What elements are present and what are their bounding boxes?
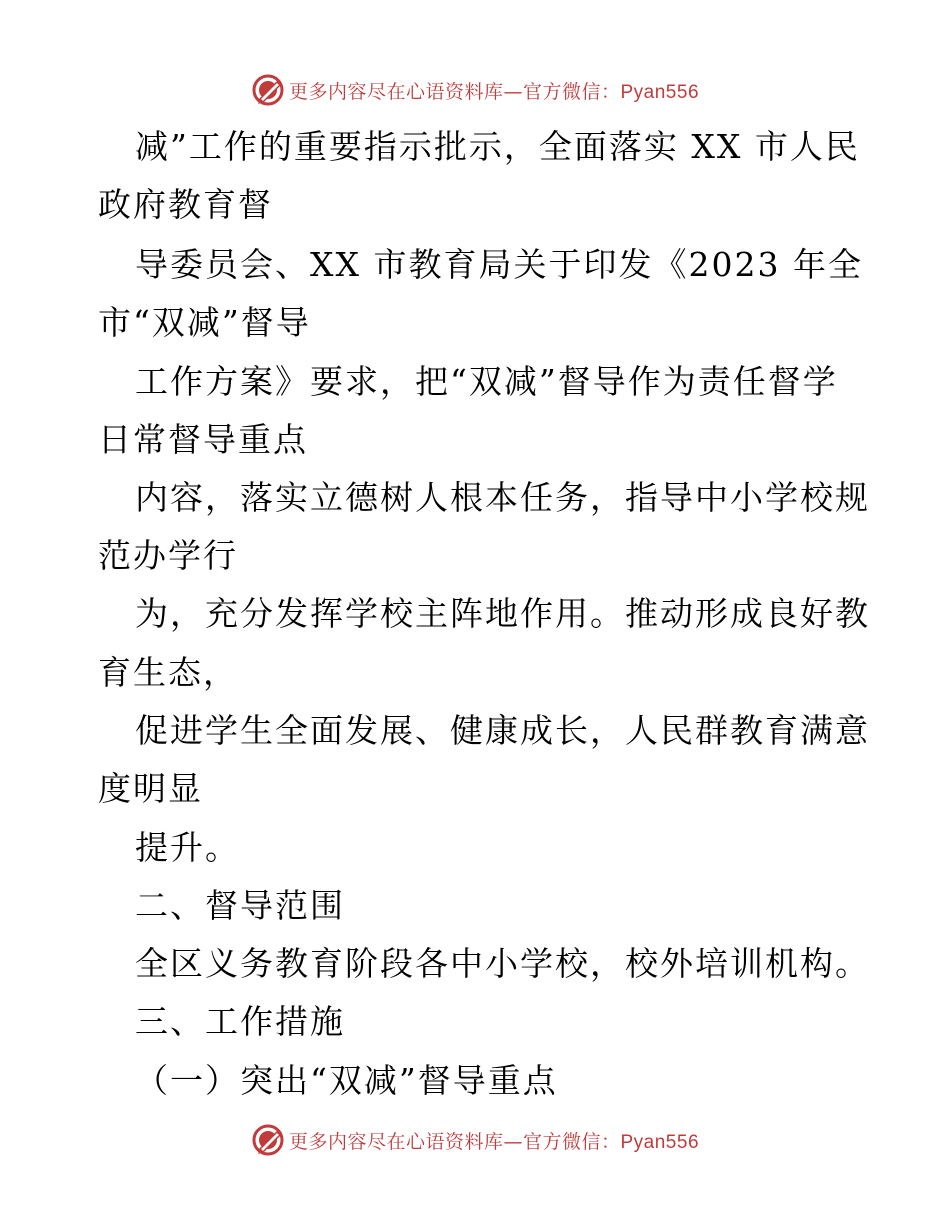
body-line-1: 减”工作的重要指示批示，全面落实 XX 市人民 — [135, 127, 860, 166]
section-heading-measures: 三、工作措施 — [135, 1002, 345, 1041]
body-line-4: 市“双减”督导 — [98, 303, 311, 342]
body-line-12: 度明显 — [98, 769, 203, 808]
footer-watermark-text — [289, 1127, 699, 1154]
body-line-8: 范办学行 — [98, 536, 238, 575]
body-line-9: 为，充分发挥学校主阵地作用。推动形成良好教 — [135, 594, 870, 633]
body-line-3: 导委员会、XX 市教育局关于印发《2023 年全 — [135, 245, 863, 284]
footer-watermark-label: 更多内容尽在心语资料库—官方微信： — [288, 1130, 621, 1153]
footer-watermark-wechat: Pyan556 — [620, 1131, 700, 1153]
subsection-heading-focus: （一）突出“双减”督导重点 — [135, 1061, 558, 1100]
section-heading-scope: 二、督导范围 — [135, 886, 345, 925]
header-watermark-wechat: Pyan556 — [620, 81, 700, 103]
body-line-6: 日常督导重点 — [98, 420, 308, 459]
body-line-scope: 全区义务教育阶段各中小学校，校外培训机构。 — [135, 944, 870, 983]
footer-watermark-banner — [0, 1120, 950, 1160]
body-line-13: 提升。 — [135, 828, 240, 867]
body-line-7: 内容，落实立德树人根本任务，指导中小学校规 — [135, 478, 870, 517]
body-line-5: 工作方案》要求，把“双减”督导作为责任督学 — [135, 362, 838, 401]
header-watermark-label: 更多内容尽在心语资料库—官方微信： — [288, 80, 621, 103]
body-line-10: 育生态， — [98, 653, 238, 692]
pen-logo-icon — [251, 1123, 285, 1157]
body-line-11: 促进学生全面发展、健康成长，人民群教育满意 — [135, 711, 870, 750]
body-line-2: 政府教育督 — [98, 185, 273, 224]
